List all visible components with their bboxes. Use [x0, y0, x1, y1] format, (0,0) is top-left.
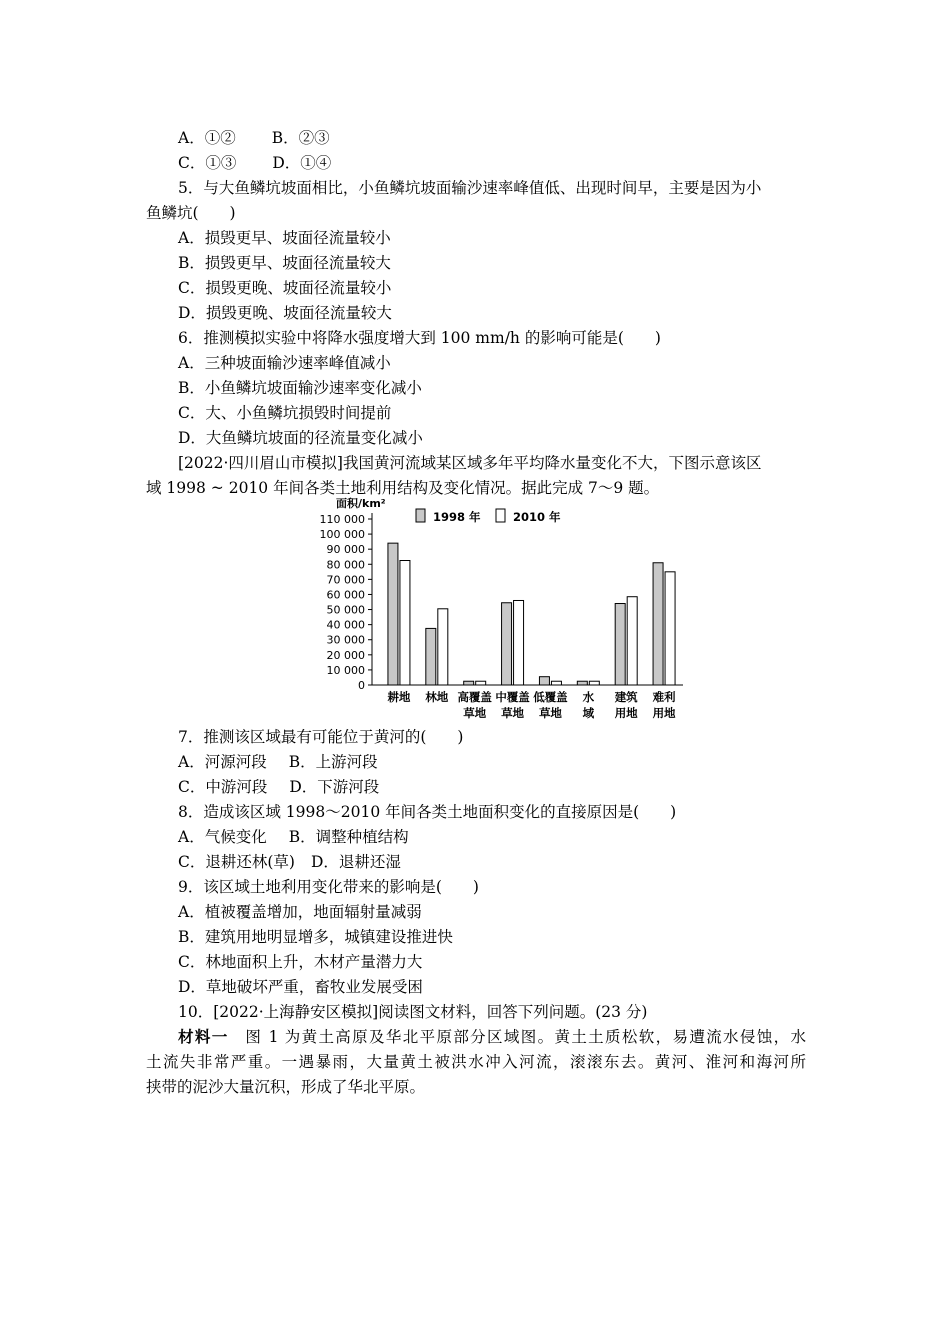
bar-1998	[464, 681, 474, 685]
q8-stem: 8．造成该区域 1998～2010 年间各类土地面积变化的直接原因是( )	[178, 803, 677, 821]
q9-stem: 9．该区域土地利用变化带来的影响是( )	[178, 878, 479, 896]
x-category-label: 低覆盖	[533, 690, 568, 704]
q4-option-d: D．①④	[272, 154, 332, 172]
y-tick-label: 0	[358, 679, 365, 692]
q7-option-d: D．下游河段	[289, 778, 380, 796]
y-axis-label: 面积/km²	[336, 497, 386, 510]
x-category-label: 用地	[652, 706, 676, 720]
y-tick-label: 20 000	[326, 648, 365, 662]
legend-label-2010: 2010 年	[513, 510, 561, 524]
y-tick-label: 40 000	[326, 618, 365, 632]
x-category-label: 建筑	[614, 690, 638, 704]
bar-2010	[400, 561, 410, 686]
q7-stem: 7．推测该区域最有可能位于黄河的( )	[178, 728, 464, 746]
q8-option-a: A．气候变化	[178, 828, 267, 846]
x-category-label: 高覆盖	[457, 690, 492, 704]
q4-option-a: A．①②	[178, 129, 236, 147]
bar-1998	[539, 677, 549, 685]
q4-option-c: C．①③	[178, 154, 237, 172]
q5-option-c: C．损毁更晚、坡面径流量较小	[178, 279, 392, 297]
x-category-label: 林地	[425, 690, 449, 704]
bar-2010	[665, 572, 675, 685]
y-tick-label: 80 000	[326, 558, 365, 572]
bar-2010	[589, 681, 599, 685]
x-category-label: 中覆盖	[495, 690, 530, 704]
material-label: 材料一	[178, 1027, 229, 1046]
q7-option-a: A．河源河段	[178, 753, 267, 771]
y-tick-label: 30 000	[326, 633, 365, 647]
bar-2010	[551, 681, 561, 685]
bar-2010	[438, 609, 448, 685]
q5-stem-line2: 鱼鳞坑( )	[146, 204, 236, 222]
legend-swatch-1998	[416, 509, 425, 522]
material-text-1: 图 1 为黄土高原及华北平原部分区域图。黄土土质松软，易遭流水侵蚀，水	[228, 1028, 806, 1046]
legend-label-1998: 1998 年	[433, 510, 481, 524]
q5-option-d: D．损毁更晚、坡面径流量较大	[178, 304, 392, 322]
bar-1998	[502, 603, 512, 685]
q10-material-line2: 土流失非常严重。一遇暴雨，大量黄土被洪水冲入河流，滚滚东去。黄河、淮河和海河所	[146, 1053, 806, 1071]
q8-option-d: D．退耕还湿	[310, 853, 401, 871]
q6-option-d: D．大鱼鳞坑坡面的径流量变化减小	[178, 429, 423, 447]
x-category-label: 域	[582, 706, 595, 720]
intro-line2: 域 1998 ~ 2010 年间各类土地利用结构及变化情况。据此完成 7～9 题。	[146, 479, 660, 497]
x-category-label: 草地	[501, 706, 525, 720]
x-category-label: 难利	[652, 690, 676, 704]
q7-options-row2	[178, 777, 838, 797]
x-category-label: 水	[582, 690, 595, 704]
q9-option-c: C．林地面积上升，木材产量潜力大	[178, 953, 423, 971]
q8-option-b: B．调整种植结构	[288, 828, 409, 846]
x-category-label: 用地	[614, 706, 638, 720]
bar-2010	[476, 681, 486, 685]
q6-stem: 6．推测模拟实验中将降水强度增大到 100 mm/h 的影响可能是( )	[178, 329, 661, 347]
y-tick-label: 70 000	[326, 573, 365, 587]
q9-option-d: D．草地破坏严重，畜牧业发展受困	[178, 978, 423, 996]
q7-option-b: B．上游河段	[288, 753, 378, 771]
y-tick-label: 10 000	[326, 663, 365, 677]
bar-2010	[627, 597, 637, 685]
chart-legend	[416, 509, 561, 524]
x-category-label: 草地	[538, 706, 562, 720]
q7-options-row1	[178, 752, 838, 772]
q10-stem: 10．[2022·上海静安区模拟]阅读图文材料，回答下列问题。(23 分)	[178, 1003, 648, 1021]
q5-option-b: B．损毁更早、坡面径流量较大	[178, 254, 391, 272]
land-use-bar-chart	[308, 494, 688, 722]
bar-1998	[388, 543, 398, 685]
q4-option-b: B．②③	[271, 129, 330, 147]
y-tick-label: 50 000	[326, 603, 365, 617]
q4-options-row2	[178, 153, 838, 173]
q7-option-c: C．中游河段	[178, 778, 268, 796]
y-tick-label: 100 000	[319, 528, 365, 542]
x-category-label: 耕地	[387, 690, 411, 704]
q4-options-row1	[178, 128, 838, 148]
q8-options-row1	[178, 827, 838, 847]
chart-bars	[388, 543, 675, 685]
q9-option-a: A．植被覆盖增加，地面辐射量减弱	[178, 903, 422, 921]
y-tick-label: 60 000	[326, 588, 365, 602]
q10-material-line1	[178, 1027, 806, 1047]
q9-option-b: B．建筑用地明显增多，城镇建设推进快	[178, 928, 453, 946]
legend-swatch-2010	[496, 509, 505, 522]
y-tick-label: 90 000	[326, 543, 365, 557]
q5-stem-line1: 5．与大鱼鳞坑坡面相比，小鱼鳞坑坡面输沙速率峰值低、出现时间早，主要是因为小	[178, 179, 762, 197]
q6-option-a: A．三种坡面输沙速率峰值减小	[178, 354, 391, 372]
x-category-label: 草地	[463, 706, 487, 720]
intro-line1: [2022·四川眉山市模拟]我国黄河流域某区域多年平均降水量变化不大，下图示意该区	[178, 454, 762, 472]
q8-options-row2	[178, 852, 838, 872]
bar-1998	[577, 681, 587, 685]
q8-option-c: C．退耕还林(草)	[178, 853, 295, 871]
q10-material-line3: 挟带的泥沙大量沉积，形成了华北平原。	[146, 1078, 426, 1096]
bar-2010	[514, 600, 524, 685]
bar-1998	[653, 563, 663, 685]
bar-1998	[615, 604, 625, 685]
y-tick-label: 110 000	[319, 513, 365, 526]
q6-option-c: C．大、小鱼鳞坑损毁时间提前	[178, 404, 392, 422]
bar-1998	[426, 628, 436, 685]
q5-option-a: A．损毁更早、坡面径流量较小	[178, 229, 391, 247]
q6-option-b: B．小鱼鳞坑坡面输沙速率变化减小	[178, 379, 422, 397]
